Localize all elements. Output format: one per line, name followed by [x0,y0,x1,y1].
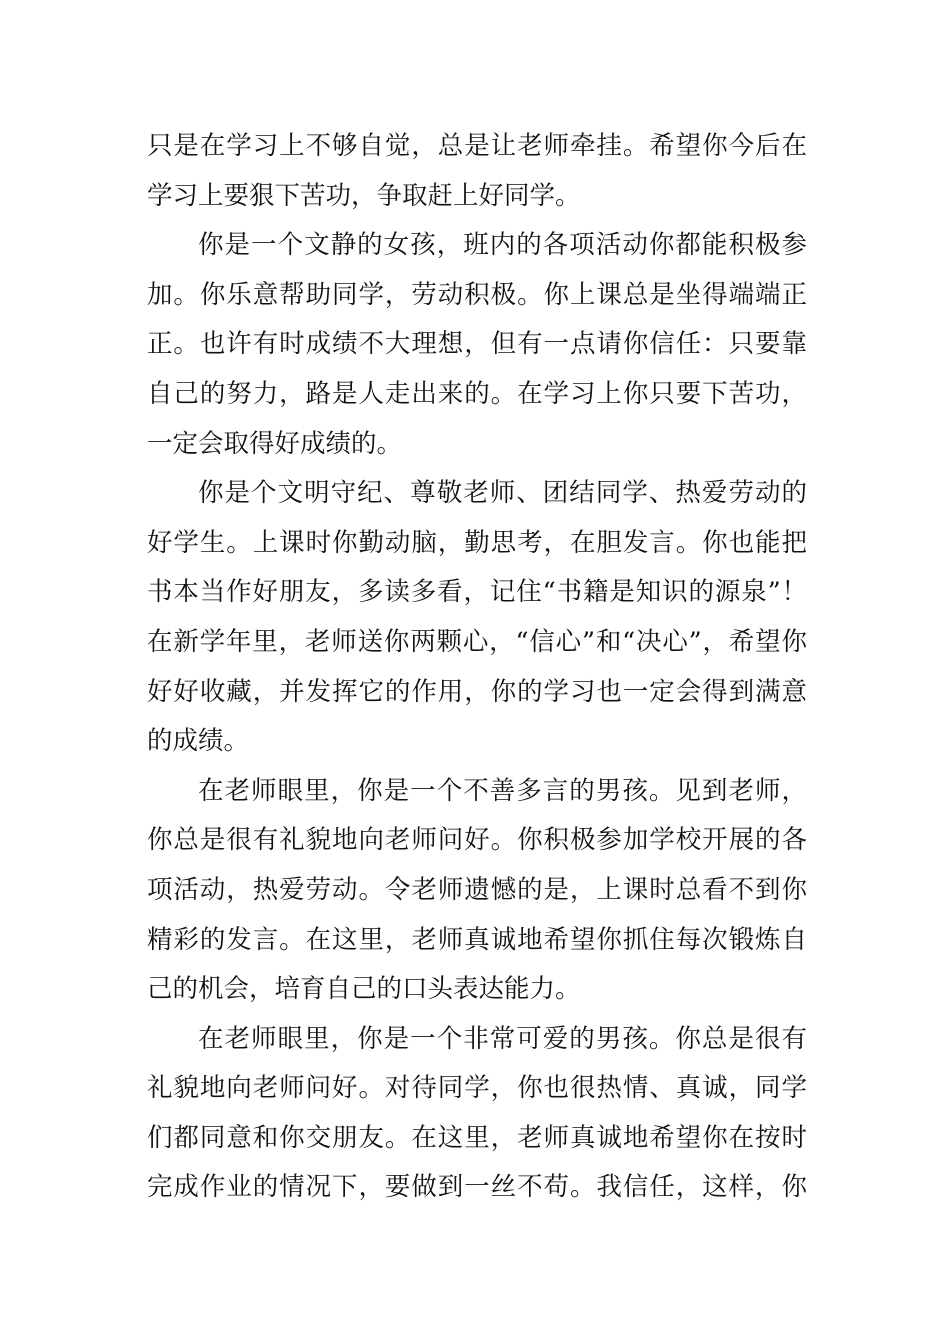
document-body [147,122,807,1213]
paragraph-1: 只是在学习上不够自觉，总是让老师牵挂。希望你今后在学习上要狠下苦功，争取赶上好同学。 [147,131,807,211]
paragraph-2: 你是一个文静的女孩，班内的各项活动你都能积极参加。你乐意帮助同学，劳动积极。你上课总是坐得端端正正。也许有时成绩不大理想，但有一点请你信任：只要靠自己的努力，路是人走出来的。在学习上你只要下苦功，一定会取得好成绩的。 [147,230,807,459]
paragraph-4: 在老师眼里，你是一个不善多言的男孩。见到老师，你总是很有礼貌地向老师问好。你积极参加学校开展的各项活动，热爱劳动。令老师遗憾的是，上课时总看不到你精彩的发言。在这里，老师真诚地希望你抓住每次锻炼自己的机会，培育自己的口头表达能力。 [147,775,807,1005]
paragraph-5: 在老师眼里，你是一个非常可爱的男孩。你总是很有礼貌地向老师问好。对待同学，你也很热情、真诚，同学们都同意和你交朋友。在这里，老师真诚地希望你在按时完成作业的情况下，要做到一丝不苟。我信任，这样，你 [147,1023,807,1203]
paragraph-3: 你是个文明守纪、尊敬老师、团结同学、热爱劳动的好学生。上课时你勤动脑，勤思考，在胆发言。你也能把书本当作好朋友，多读多看，记住“书籍是知识的源泉”！在新学年里，老师送你两颗心，“信心”和“决心”，希望你好好收藏，并发挥它的作用，你的学习也一定会得到满意的成绩。 [147,478,807,757]
